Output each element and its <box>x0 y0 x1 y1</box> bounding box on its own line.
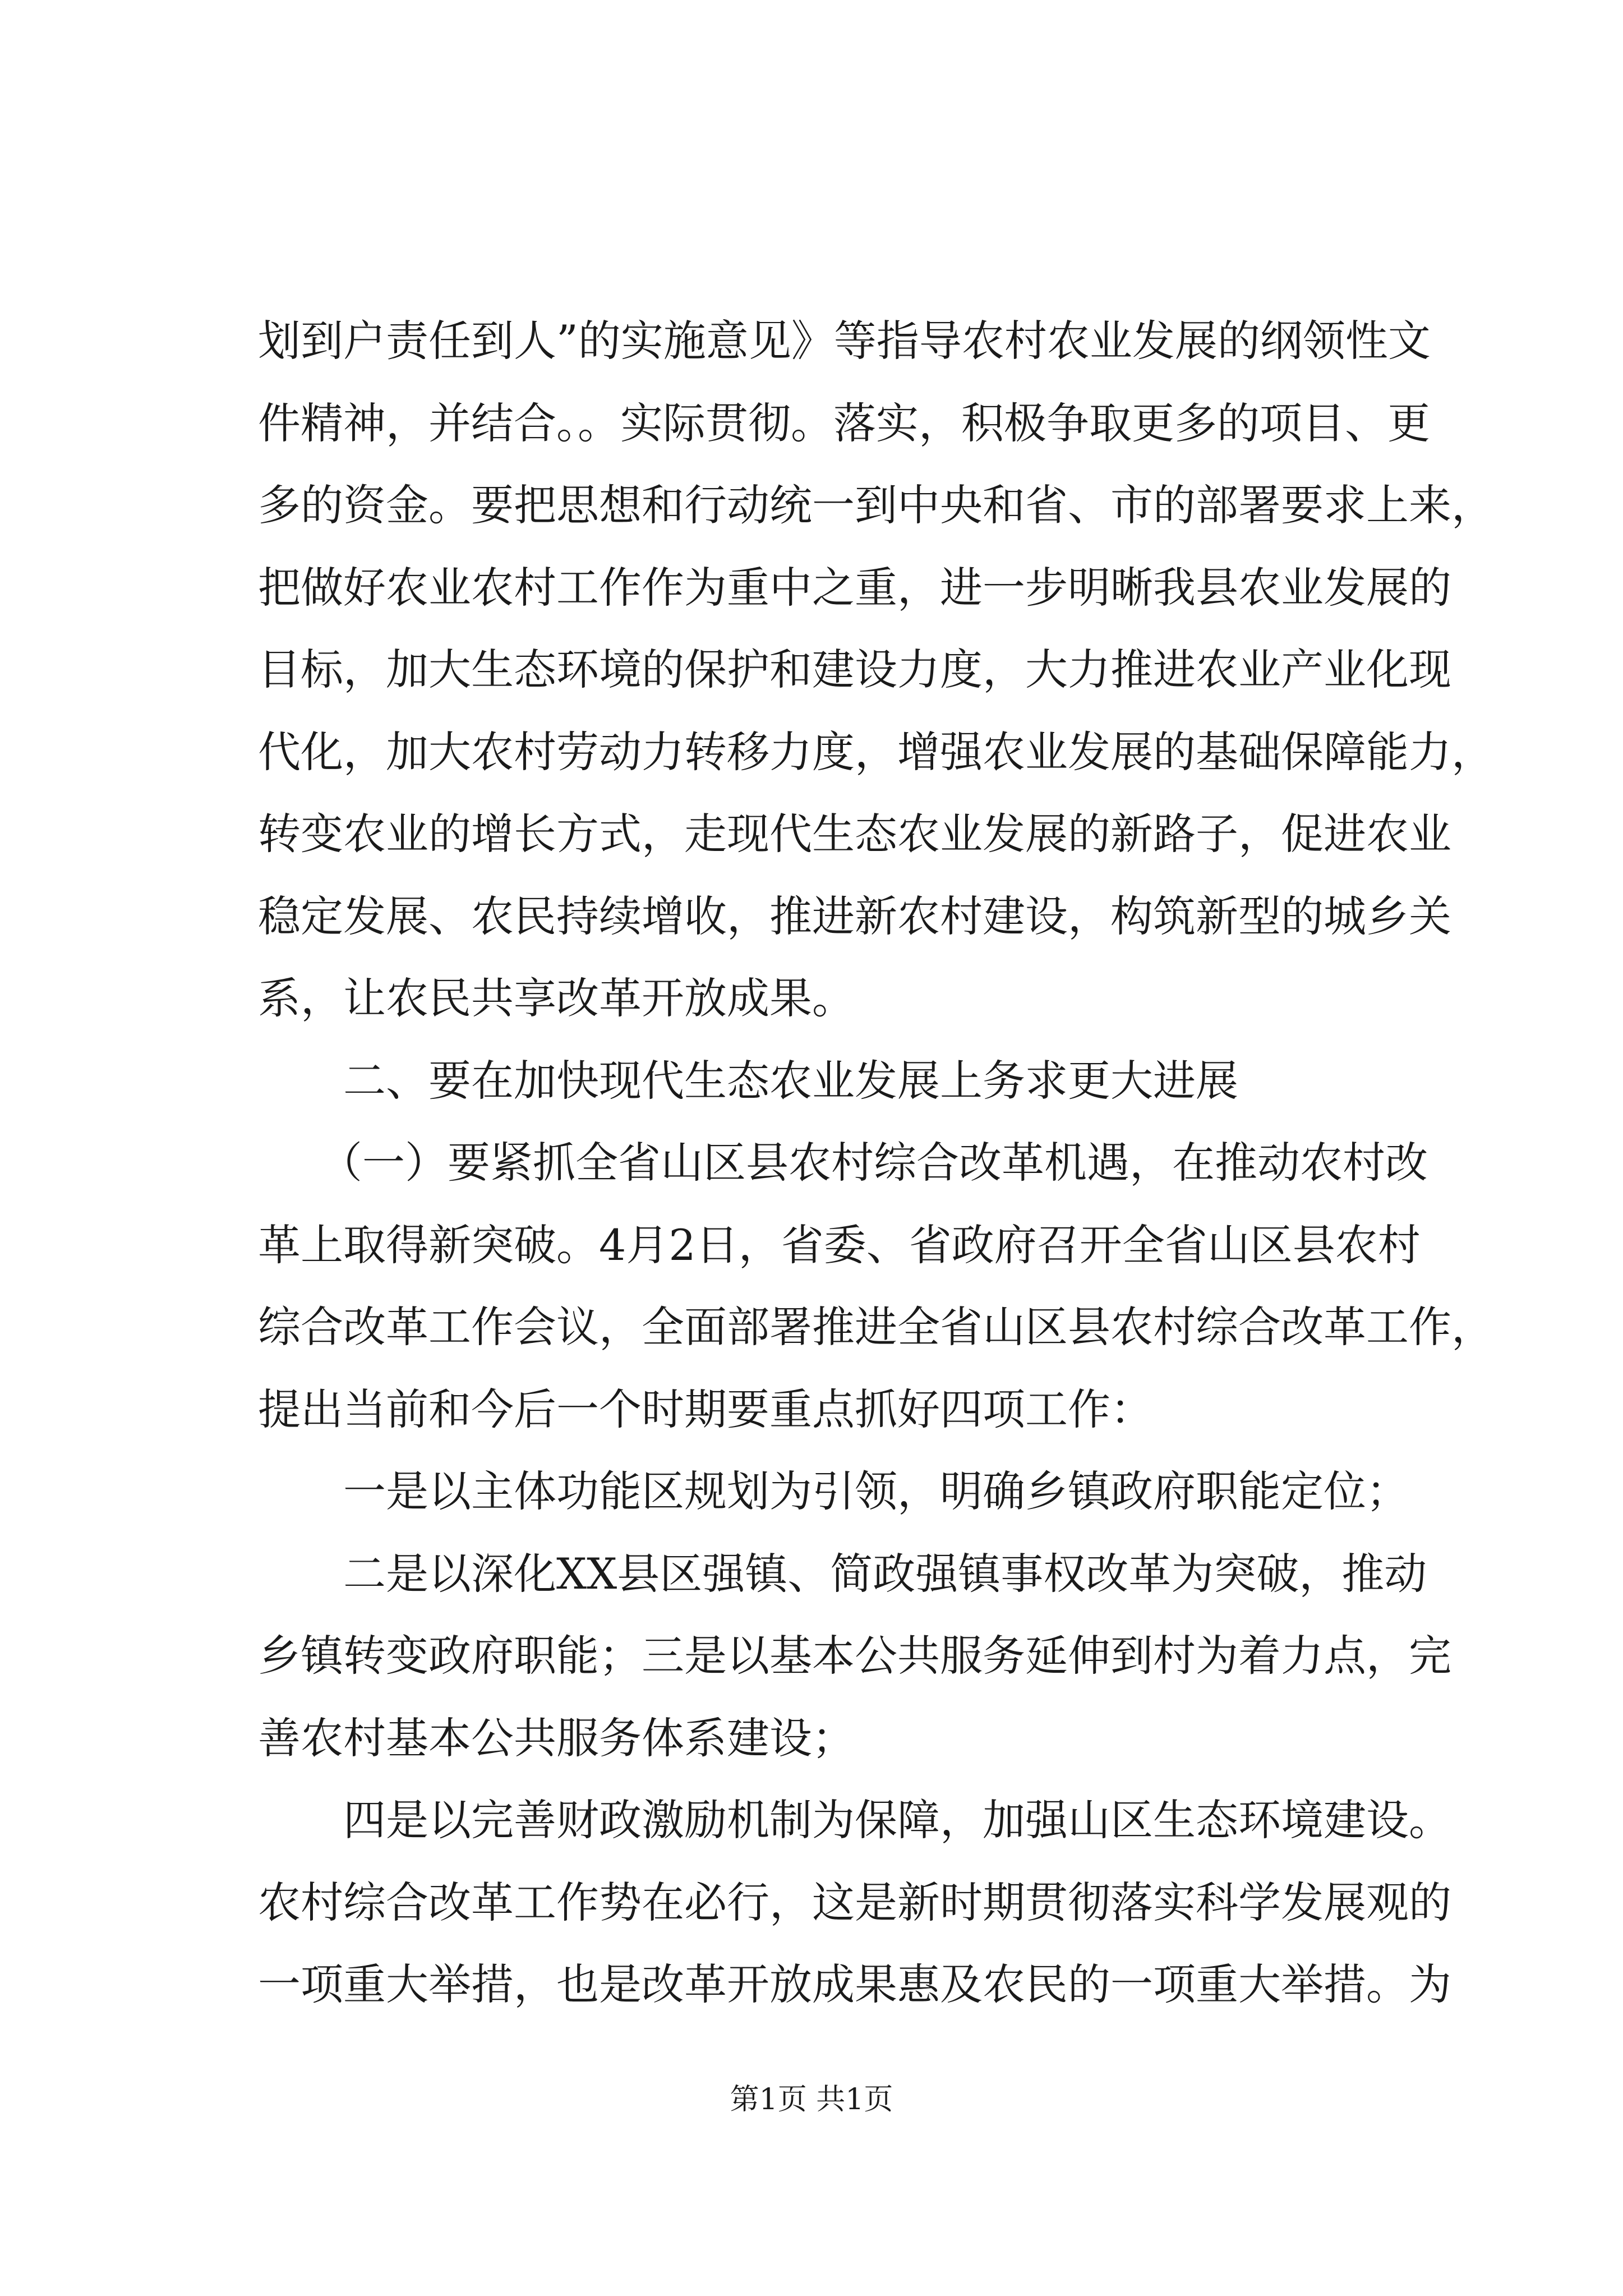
paragraph-line: 目标，加大生态环境的保护和建设力度，大力推进农业产业化现 <box>258 645 1451 694</box>
paragraph-line: 革上取得新突破。4月2日，省委、省政府召开全省山区县农村 <box>258 1220 1421 1270</box>
subsection-heading: （一）要紧抓全省山区县农村综合改革机遇，在推动农村改 <box>320 1138 1428 1188</box>
paragraph-line: 系，让农民共享改革开放成果。 <box>258 973 855 1023</box>
paragraph-line: 乡镇转变政府职能；三是以基本公共服务延伸到村为着力点，完 <box>258 1631 1451 1681</box>
page-footer <box>0 2076 1623 2118</box>
document-body <box>258 300 1494 2026</box>
page-number-label: 第1页 共1页 <box>730 2083 893 2116</box>
section-heading: 二、要在加快现代生态农业发展上务求更大进展 <box>343 1055 1238 1106</box>
paragraph-line: 转变农业的增长方式，走现代生态农业发展的新路子，促进农业 <box>258 809 1451 859</box>
paragraph-line: 件精神，并结合。。实际贯彻。落实，积极争取更多的项目、更 <box>258 398 1430 448</box>
paragraph-line: 把做好农业农村工作作为重中之重，进一步明晰我县农业发展的 <box>258 562 1451 613</box>
paragraph-line: 善农村基本公共服务体系建设； <box>258 1713 855 1763</box>
paragraph-line: 代化，加大农村劳动力转移力度，增强农业发展的基础保障能力， <box>258 726 1494 777</box>
list-item: 四是以完善财政激励机制为保障，加强山区生态环境建设。 <box>343 1795 1451 1845</box>
paragraph-line: 划到户责任到人”的实施意见》等指导农村农业发展的纲领性文 <box>258 316 1431 366</box>
paragraph-line: 提出当前和今后一个时期要重点抓好四项工作： <box>258 1384 1153 1434</box>
paragraph-line: 综合改革工作会议，全面部署推进全省山区县农村综合改革工作， <box>258 1302 1494 1352</box>
paragraph-line: 农村综合改革工作势在必行，这是新时期贯彻落实科学发展观的 <box>258 1877 1451 1927</box>
paragraph-line: 稳定发展、农民持续增收，推进新农村建设，构筑新型的城乡关 <box>258 891 1451 941</box>
paragraph-line: 多的资金。要把思想和行动统一到中央和省、市的部署要求上来， <box>258 480 1494 530</box>
list-item: 二是以深化XX县区强镇、简政强镇事权改革为突破，推动 <box>343 1548 1427 1599</box>
list-item: 一是以主体功能区规划为引领，明确乡镇政府职能定位； <box>343 1466 1409 1516</box>
paragraph-line: 一项重大举措，也是改革开放成果惠及农民的一项重大举措。为 <box>258 1959 1451 2009</box>
